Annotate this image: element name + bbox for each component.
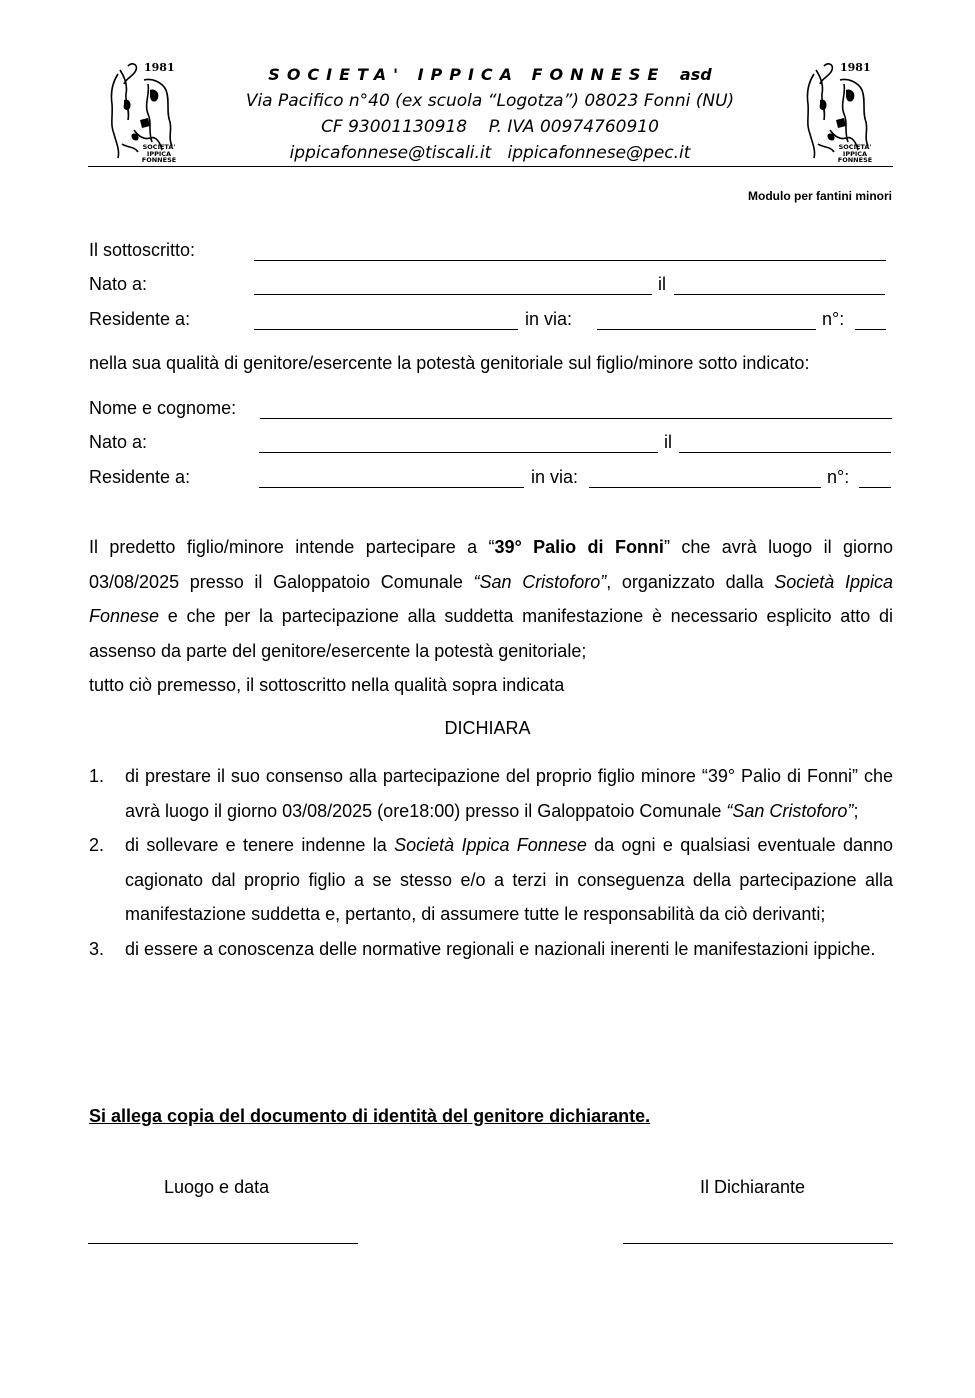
minor-number-label: n°: (827, 467, 850, 487)
logo-caption: SOCIETA' IPPICA FONNESE (837, 143, 873, 164)
parent-resident-label: Residente a: (89, 309, 191, 329)
declarant-signature-field[interactable] (623, 1243, 893, 1244)
premise-paragraph: Il predetto figlio/minore intende partecipare a “39° Palio di Fonni” che avrà luogo il giorno 03/08/2025 presso il Galoppatoio Comunale “San Cristoforo”, organizzato dalla Società Ippica Fonnese e che per la partecipazione alla suddetta manifestazione è necessario esplicito atto di assenso da parte del genitore/esercente la potestà genitoriale; tutto ciò premesso, il sottoscritto nella qualità sopra indicata (89, 537, 894, 696)
minor-street-field[interactable] (589, 467, 821, 488)
parent-birthplace-field[interactable] (254, 274, 652, 295)
minor-street-label: in via: (531, 467, 579, 487)
attachment-note: Si allega copia del documento di identità del genitore dichiarante. (89, 1106, 651, 1126)
capacity-statement-row (89, 353, 909, 377)
logo-left (104, 60, 182, 164)
parent-birthplace-row (89, 274, 893, 298)
minor-born-label: Nato a: (89, 432, 148, 452)
minor-residence-row (89, 467, 893, 491)
declaration-item: 3. di essere a conoscenza delle normative regionali e nazionali inerenti le manifestazioni ippiche. (89, 938, 876, 959)
logo-year: 1981 (840, 61, 871, 74)
organization-address: Via Pacifico n°40 (ex scuola “Logotza”) 08023 Fonni (NU) (245, 91, 735, 111)
parent-born-label: Nato a: (89, 274, 148, 294)
organization-reference: Società Ippica Fonnese (89, 571, 894, 627)
parent-street-label: in via: (525, 309, 573, 329)
letterhead (200, 62, 780, 166)
parent-number-field[interactable] (855, 309, 886, 330)
organization-emails: ippicafonnese@tiscali.it ippicafonnese@pec.it (289, 143, 691, 163)
minor-residence-field[interactable] (259, 467, 524, 488)
venue-name: “San Cristoforo” (473, 571, 607, 592)
minor-name-field[interactable] (260, 398, 892, 419)
event-name: 39° Palio di Fonni (494, 537, 664, 557)
declaration-item: 1. di prestare il suo consenso alla partecipazione del proprio figlio minore “39° Palio di Fonni” che avrà luogo il giorno 03/08/2025 (ore18:00) presso il Galoppatoio Comunale “San Cristoforo”; (89, 766, 893, 821)
minor-birthplace-field[interactable] (259, 432, 658, 453)
minor-resident-label: Residente a: (89, 467, 191, 487)
logo-caption: SOCIETA' IPPICA FONNESE (141, 143, 177, 164)
capacity-statement: nella sua qualità di genitore/esercente la potestà genitoriale sul figlio/minore sotto indicato: (89, 353, 810, 373)
undersigned-label: Il sottoscritto: (89, 240, 196, 260)
minor-name-label: Nome e cognome: (89, 398, 237, 418)
logo-right (800, 60, 878, 164)
parent-residence-field[interactable] (254, 309, 518, 330)
declarant-label: Il Dichiarante (700, 1177, 806, 1197)
organization-name: SOCIETA' IPPICA FONNESE asd (268, 65, 712, 84)
premise-conclusion: tutto ciò premesso, il sottoscritto nella qualità sopra indicata (89, 675, 565, 696)
minor-number-field[interactable] (859, 467, 891, 488)
undersigned-row (89, 240, 893, 264)
place-date-field[interactable] (88, 1243, 358, 1244)
header-divider (88, 166, 893, 167)
declaration-list (89, 759, 893, 967)
minor-name-row (89, 398, 893, 422)
undersigned-field[interactable] (254, 240, 886, 261)
parent-street-field[interactable] (597, 309, 816, 330)
logo-year: 1981 (144, 61, 175, 74)
parent-residence-row (89, 309, 893, 333)
parent-number-label: n°: (822, 309, 845, 329)
form-type-label: Modulo per fantini minori (748, 189, 892, 203)
declares-heading: DICHIARA (444, 718, 531, 738)
declaration-item: 2. di sollevare e tenere indenne la Società Ippica Fonnese da ogni e qualsiasi eventuale danno cagionato dal proprio figlio a se stesso e/o a terzi in conseguenza della partecipazione alla manifestazione suddetta e, pertanto, di assumere tutte le responsabilità da ciò derivanti; (89, 835, 893, 925)
organization-fiscal-codes: CF 93001130918 P. IVA 00974760910 (321, 117, 659, 137)
place-date-label: Luogo e data (164, 1177, 270, 1197)
minor-birthplace-row (89, 432, 893, 456)
parent-on-label: il (658, 274, 666, 294)
minor-on-label: il (664, 432, 672, 452)
parent-birthdate-field[interactable] (674, 274, 885, 295)
minor-birthdate-field[interactable] (679, 432, 891, 453)
